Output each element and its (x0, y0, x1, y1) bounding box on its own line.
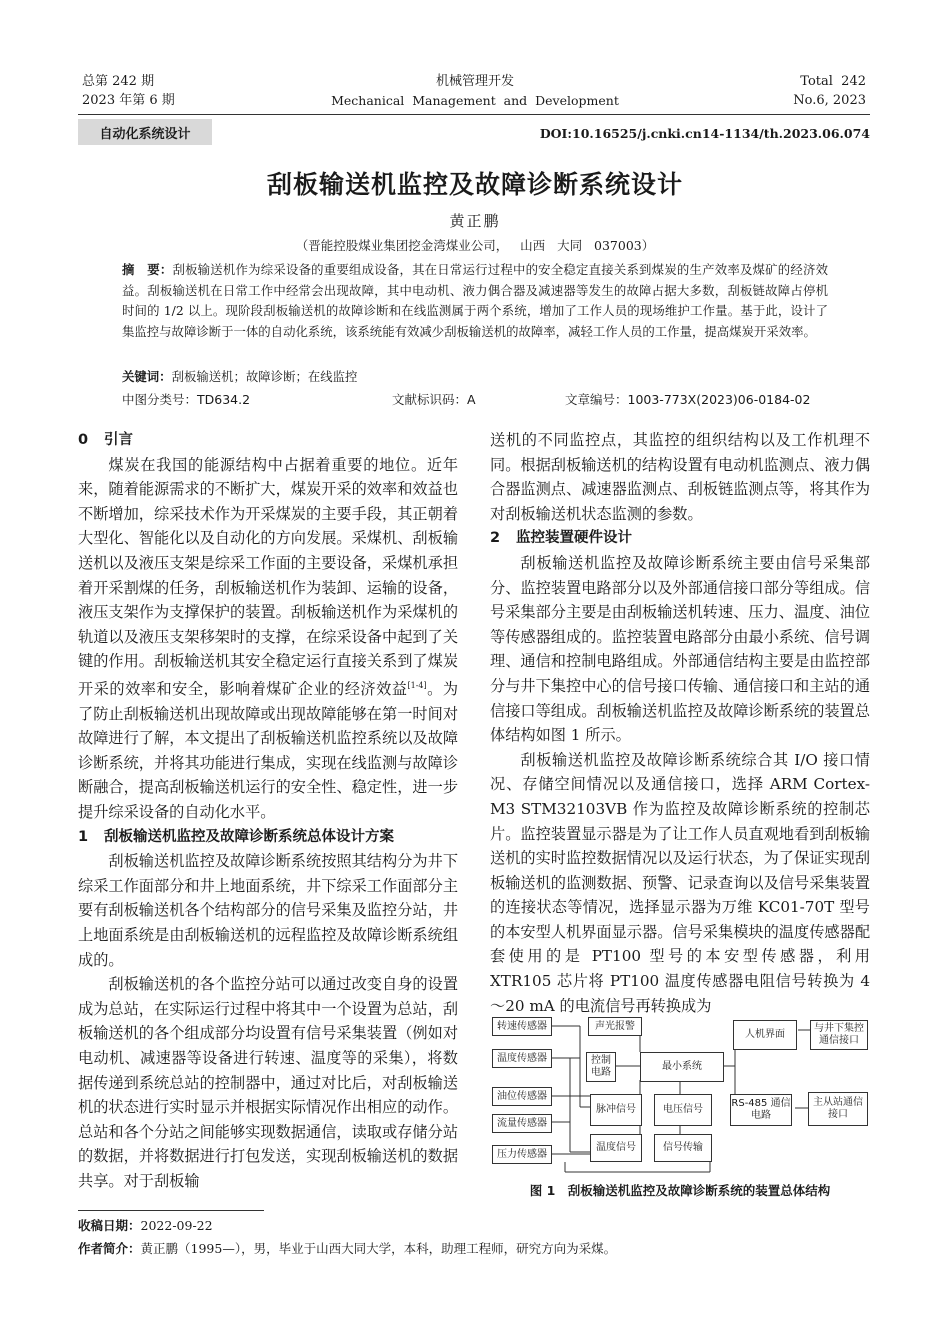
figure-caption: 图 1 刮板输送机监控及故障诊断系统的装置总体结构 (529, 1183, 831, 1198)
keywords-label: 关键词： (122, 369, 172, 384)
journal-name-cn: 机械管理开发 (435, 74, 514, 89)
paragraph: 刮板输送机的各个监控分站可以通过改变自身的设置成为总站，在实际运行过程中将其中一个设置为总站，刮板输送机的各个组成部分均设置有信号采集装置（例如对电动机、减速器等设备进行转速、温度等的采集），将数据传递到系统总站的控制器中，通过对比后，对刮板输送机的状态进行实时显示并根据实际情况作出相应的动作。总站和各个分站之间能够实现数据通信，读取或存储分站的数据，并将数据进行打包发送，实现刮板输送机的数据共享。对于刮板输 (78, 975, 458, 1190)
control-circuit-box: 控制电路 (586, 1052, 616, 1082)
paragraph: 送机的不同监控点，其监控的组织结构以及工作机理不同。根据刮板输送机的结构设置有电动机监测点、液力偶合器监测点、减速器监测点、刮板链监测点等，将其作为对刮板输送机状态监测的参数。 (490, 431, 870, 523)
right-column (490, 428, 870, 1018)
journal-name-en: Mechanical Management and Development (331, 93, 619, 108)
paragraph: 刮板输送机监控及故障诊断系统综合其 I/O 接口情况、存储空间情况以及通信接口，选择 ARM Cortex-M3 STM32103VB 作为监控及故障诊断系统的控制芯片。监控装置显示器是为了让工作人员直观地看到刮板输送机的实时监控数据情况以及运行状态，为了保证实现刮板输送机的监测数据、预警、记录查询以及信号采集装置的连接状态等情况，选择显示器为万维 KC01-70T 型号的本安型人机界面显示器。信号采集模块的温度传感器配套使用的是 PT100 型号的本安型传感器，利用 XTR105 芯片将 PT100 温度传感器电阻信号转换为 4～20 mA 的电流信号再转换成为 (490, 750, 870, 1015)
author: 黄正鹏 (449, 212, 501, 230)
section-2-heading: 2 监控装置硬件设计 (490, 530, 632, 547)
total-en: Total 242 (800, 74, 866, 89)
paragraph: 刮板输送机监控及故障诊断系统按照其结构分为井下综采工作面部分和井上地面系统，井下综采工作面部分主要有刮板输送机各个结构部分的信号采集及监控分站，井上地面系统是由刮板输送机的远程监控及故障诊断系统组成的。 (78, 852, 458, 969)
rs485-box: RS-485 通信电路 (730, 1094, 792, 1126)
section-1-heading: 1 刮板输送机监控及故障诊断系统总体设计方案 (78, 828, 394, 845)
header-right (793, 72, 866, 110)
hmi-box: 人机界面 (733, 1020, 797, 1050)
issue-en: No.6, 2023 (793, 93, 866, 108)
master-slave-interface-box: 主从站通信接口 (808, 1092, 868, 1126)
signal-transmission-box: 信号传输 (654, 1134, 712, 1162)
footnote-rule (78, 1210, 264, 1211)
temperature-signal-box: 温度信号 (590, 1134, 642, 1162)
doi: DOI:10.16525/j.cnki.cn14-1134/th.2023.06.074 (539, 126, 870, 141)
alarm-box: 声光报警 (588, 1017, 642, 1036)
figure-1 (490, 1012, 870, 1177)
received-date: 收稿日期：2022-09-22 (78, 1218, 213, 1233)
abstract-label: 摘 要： (122, 262, 173, 277)
citation: [1-4] (407, 680, 427, 690)
section-0-heading: 0 引言 (78, 432, 133, 448)
keywords-text: 刮板输送机；故障诊断；在线监控 (171, 369, 358, 384)
document-code: 文献标识码：A (392, 392, 476, 407)
pressure-sensor-box: 压力传感器 (492, 1145, 552, 1164)
pulse-signal-box: 脉冲信号 (590, 1094, 642, 1126)
oil-level-sensor-box: 油位传感器 (492, 1087, 552, 1106)
min-system-box: 最小系统 (640, 1052, 724, 1082)
abstract (122, 260, 828, 342)
author-bio: 作者简介：黄正鹏（1995—），男，毕业于山西大同大学，本科，助理工程师，研究方向为采煤。 (78, 1241, 617, 1256)
affiliation: （晋能控股煤业集团挖金湾煤业公司， 山西 大同 037003） (295, 238, 655, 253)
temperature-sensor-box: 温度传感器 (492, 1049, 552, 1068)
header-center (300, 72, 650, 110)
downhole-interface-box: 与井下集控通信接口 (810, 1020, 868, 1050)
voltage-signal-box: 电压信号 (654, 1094, 712, 1126)
clc-number: 中图分类号：TD634.2 (122, 392, 251, 407)
issue-number: 2023 年第 6 期 (82, 93, 175, 108)
paper-title: 刮板输送机监控及故障诊断系统设计 (266, 170, 683, 199)
header-left (82, 72, 175, 110)
flow-sensor-box: 流量传感器 (492, 1114, 552, 1133)
header-rule (78, 114, 870, 115)
abstract-text: 刮板输送机作为综采设备的重要组成设备，其在日常运行过程中的安全稳定直接关系到煤炭的生产效率及煤矿的经济效益。刮板输送机在日常工作中经常会出现故障，其中电动机、液力偶合器及减速器等发生的故障占据大多数，刮板链故障占停机时间的 1/2 以上。现阶段刮板输送机的故障诊断和在线监测属于两个系统，增加了工作人员的现场维护工作量。基于此，设计了集监控与故障诊断于一体的自动化系统，该系统能有效减少刮板输送机的故障率，减轻工作人员的工作量，提高煤炭开采效率。 (122, 262, 829, 339)
keywords (122, 367, 828, 388)
article-number: 文章编号：1003-773X(2023)06-0184-02 (565, 392, 811, 407)
issue-total: 总第 242 期 (82, 74, 155, 89)
paragraph: 刮板输送机监控及故障诊断系统主要由信号采集部分、监控装置电路部分以及外部通信接口部分等组成。信号采集部分主要是由刮板输送机转速、压力、温度、油位等传感器组成的。监控装置电路部分由最小系统、信号调理、通信和控制电路组成。外部通信结构主要是由监控部分与井下集控中心的信号接口传输、通信接口和主站的通信接口等组成。刮板输送机监控及故障诊断系统的装置总体结构如图 1 所示。 (490, 553, 870, 745)
paragraph: 煤炭在我国的能源结构中占据着重要的地位。近年来，随着能源需求的不断扩大，煤炭开采的效率和效益也不断增加，综采技术作为开采煤炭的主要手段，其正朝着大型化、智能化以及自动化的方向发展。采煤机、刮板输送机以及液压支架是综采工作面的主要设备，采煤机承担着开采割煤的任务，刮板输送机作为装卸、运输的设备，液压支架作为支撑保护的装置。刮板输送机作为采煤机的轨道以及液压支架移架时的支撑，在综采设备中起到了关键的作用。刮板输送机其安全稳定运行直接关系到了煤炭开采的效率和安全，影响着煤矿企业的经济效益[1-4]。为了防止刮板输送机出现故障或出现故障能够在第一时间对故障进行了解，本文提出了刮板输送机监控系统以及故障诊断系统，并将其功能进行集成，实现在线监测与故障诊断融合，提高刮板输送机运行的安全性、稳定性，进一步提升综采设备的自动化水平。 (78, 455, 459, 821)
section-tag: 自动化系统设计 (78, 119, 212, 145)
speed-sensor-box: 转速传感器 (492, 1017, 552, 1036)
left-column (78, 428, 458, 1193)
